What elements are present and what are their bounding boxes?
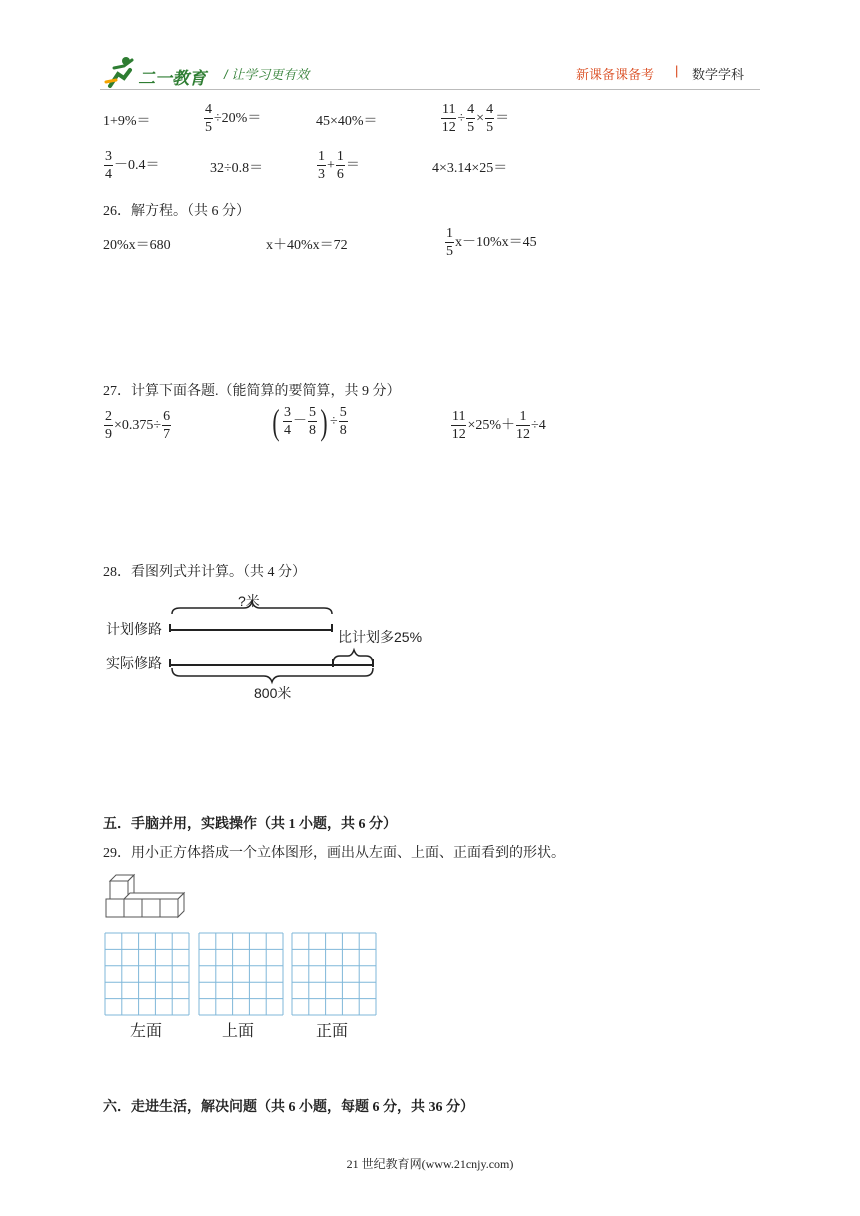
road-diagram bbox=[100, 590, 440, 700]
frac-den: 8 bbox=[309, 423, 316, 438]
frac-den: 12 bbox=[441, 120, 456, 135]
grid-svg bbox=[291, 932, 377, 1016]
expr-rest: －0.4＝ bbox=[114, 158, 160, 174]
op: ＝ bbox=[345, 158, 360, 174]
op: + bbox=[327, 158, 335, 174]
runner-logo-icon bbox=[104, 56, 138, 88]
expr-mid: ×25%＋ bbox=[467, 418, 516, 434]
total-brace bbox=[172, 668, 373, 682]
frac-num: 1 bbox=[446, 226, 453, 241]
frac-num: 1 bbox=[336, 149, 344, 164]
calc-expr-8: 4×3.14×25＝ bbox=[432, 161, 508, 176]
extra-brace bbox=[333, 650, 373, 664]
frac-den: 5 bbox=[446, 244, 453, 259]
cube-figure bbox=[104, 872, 190, 922]
q27-expr-2 bbox=[270, 404, 349, 440]
q26-eq-2: x＋40%x＝72 bbox=[266, 238, 348, 253]
grid-label-left: 左面 bbox=[130, 1023, 163, 1040]
frac-den: 4 bbox=[284, 423, 291, 438]
expr-mid: ×0.375÷ bbox=[114, 418, 162, 434]
header-right-title: 新课备课备考 bbox=[576, 67, 655, 82]
expr-rest: x－10%x＝45 bbox=[455, 235, 537, 251]
grid-front-view[interactable] bbox=[291, 932, 377, 1021]
calc-expr-5 bbox=[103, 150, 160, 182]
header-subject: 数学学科 bbox=[692, 67, 745, 82]
calc-expr-1: 1+9%＝ bbox=[103, 114, 151, 129]
grid-label-top: 上面 bbox=[222, 1023, 255, 1040]
header-separator: | bbox=[675, 63, 679, 78]
right-paren: ) bbox=[320, 402, 328, 442]
total-label: 800米 bbox=[254, 685, 292, 701]
frac-den: 9 bbox=[105, 427, 112, 442]
q27-title: 27．计算下面各题.（能简算的要简算，共 9 分） bbox=[103, 384, 401, 399]
frac-num: 4 bbox=[467, 102, 475, 117]
calc-expr-7 bbox=[316, 150, 360, 182]
frac-num: 2 bbox=[105, 409, 112, 424]
expr-rest: ÷20%＝ bbox=[214, 111, 262, 127]
logo-text: 二一教育 bbox=[138, 69, 206, 88]
unknown-label: ?米 bbox=[238, 593, 260, 609]
frac-num: 3 bbox=[284, 405, 291, 420]
calc-expr-4 bbox=[440, 103, 509, 135]
frac-num: 6 bbox=[163, 409, 171, 424]
op: － bbox=[293, 414, 307, 430]
frac-den: 4 bbox=[105, 167, 112, 182]
frac-num: 5 bbox=[339, 405, 347, 420]
plan-label: 计划修路 bbox=[106, 621, 162, 637]
calc-expr-6: 32÷0.8＝ bbox=[210, 161, 264, 176]
header bbox=[100, 56, 760, 90]
more-label: 比计划多25% bbox=[338, 629, 423, 645]
frac-den: 3 bbox=[318, 167, 325, 182]
q26-eq-3 bbox=[444, 227, 537, 259]
op: ÷ bbox=[457, 111, 466, 127]
frac-num: 11 bbox=[442, 102, 456, 117]
frac-den: 5 bbox=[205, 120, 212, 135]
grid-left-view[interactable] bbox=[104, 932, 190, 1021]
grid-top-view[interactable] bbox=[198, 932, 284, 1021]
left-paren: ( bbox=[272, 402, 280, 442]
actual-label: 实际修路 bbox=[106, 655, 162, 671]
frac-num: 5 bbox=[309, 405, 316, 420]
q26-title: 26．解方程。（共 6 分） bbox=[103, 204, 250, 219]
section-6-title: 六．走进生活，解决问题（共 6 小题，每题 6 分，共 36 分） bbox=[103, 1100, 474, 1115]
slogan: / 让学习更有效 bbox=[224, 67, 310, 82]
grid-svg bbox=[104, 932, 190, 1016]
q27-expr-3 bbox=[450, 410, 546, 442]
frac-den: 7 bbox=[163, 427, 171, 442]
frac-num: 11 bbox=[452, 409, 466, 424]
op: ÷ bbox=[330, 414, 338, 430]
footer: 21 世纪教育网(www.21cnjy.com) bbox=[346, 1157, 514, 1171]
frac-num: 4 bbox=[205, 102, 212, 117]
calc-expr-3: 45×40%＝ bbox=[316, 114, 378, 129]
grid-svg bbox=[198, 932, 284, 1016]
frac-num: 3 bbox=[105, 149, 112, 164]
op: × bbox=[476, 111, 485, 127]
q26-eq-1: 20%x＝680 bbox=[103, 238, 171, 253]
frac-den: 5 bbox=[486, 120, 494, 135]
header-rule bbox=[100, 89, 760, 90]
frac-den: 12 bbox=[516, 427, 531, 442]
frac-num: 4 bbox=[486, 102, 494, 117]
frac-den: 6 bbox=[336, 167, 344, 182]
section-5-title: 五．手脑并用，实践操作（共 1 小题，共 6 分） bbox=[103, 817, 397, 832]
op: ＝ bbox=[495, 111, 510, 127]
frac-num: 1 bbox=[318, 149, 325, 164]
grid-label-front: 正面 bbox=[316, 1023, 349, 1040]
expr-end: ÷4 bbox=[531, 418, 546, 434]
frac-den: 8 bbox=[339, 423, 347, 438]
calc-expr-2 bbox=[203, 103, 261, 135]
frac-den: 12 bbox=[451, 427, 466, 442]
frac-num: 1 bbox=[516, 410, 530, 426]
q29-title: 29．用小正方体搭成一个立体图形，画出从左面、上面、正面看到的形状。 bbox=[103, 846, 565, 861]
q28-title: 28．看图列式并计算。（共 4 分） bbox=[103, 565, 306, 580]
q27-expr-1 bbox=[103, 410, 172, 442]
frac-den: 5 bbox=[467, 120, 475, 135]
